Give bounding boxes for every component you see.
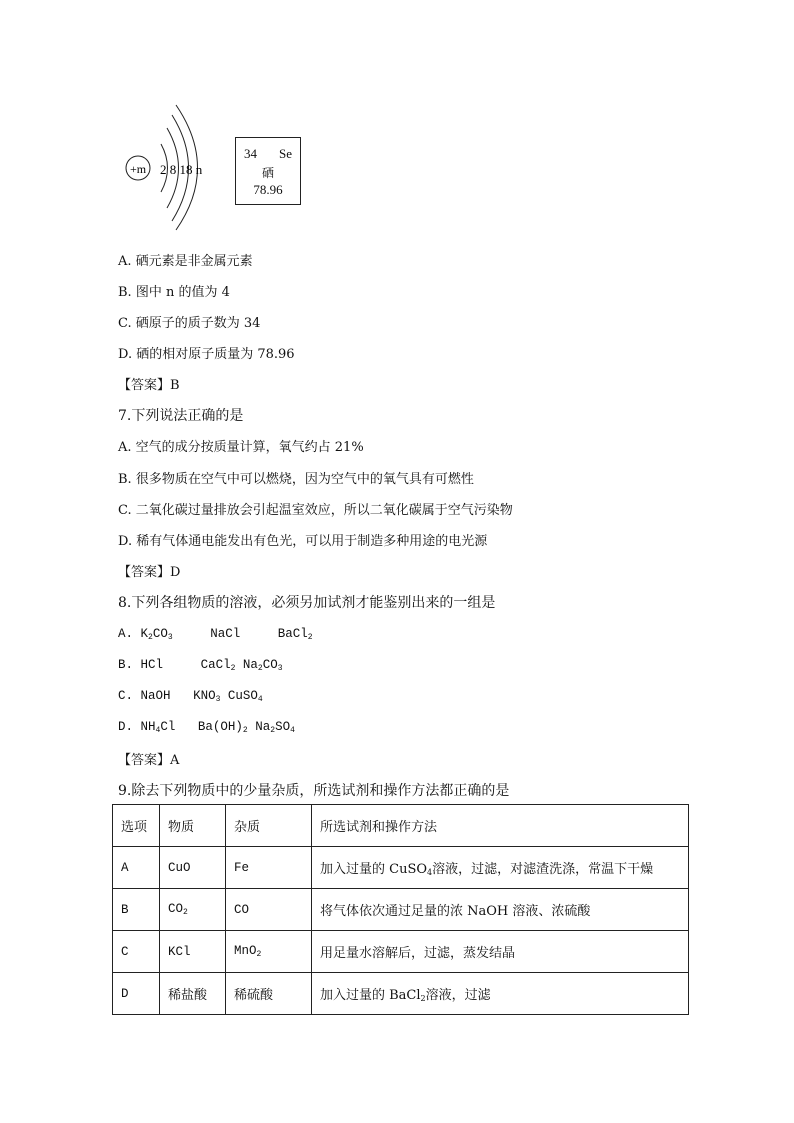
row-substance: KCl [160,931,226,973]
q6-option-c: C. 硒原子的质子数为 34 [118,316,261,331]
q7-option-c: C. 二氧化碳过量排放会引起温室效应，所以二氧化碳属于空气污染物 [118,503,513,518]
row-option: B [113,889,160,931]
table-row [113,847,689,889]
q6-option-b: B. 图中 n 的值为 4 [118,285,230,300]
row-impurity: MnO$_2$ [226,931,312,973]
row-impurity: 稀硫酸 [226,973,312,1015]
table-row [113,889,689,931]
header-method: 所选试剂和操作方法 [312,805,689,847]
header-impurity: 杂质 [226,805,312,847]
q8-question: 8.下列各组物质的溶液，必须另加试剂才能鉴别出来的一组是 [118,595,496,611]
row-method: 加入过量的 CuSO$_4$溶液，过滤，对滤渣洗涤，常温下干燥 [312,847,689,889]
shell-values: 2 8 18 n [160,162,203,177]
row-impurity: Fe [226,847,312,889]
row-substance: CuO [160,847,226,889]
element-name: 硒 [261,166,274,180]
element-card [235,137,301,205]
q7-option-b: B. 很多物质在空气中可以燃烧，因为空气中的氧气具有可燃性 [118,472,474,487]
atomic-number: 34 [244,146,257,161]
q8-option-b: B. HCl CaCl$_2$ $Na_2CO_3$ [118,658,283,673]
row-method: 用足量水溶解后，过滤，蒸发结晶 [312,931,689,973]
header-option: 选项 [113,805,160,847]
element-symbol: Se [279,146,292,161]
q7-question: 7.下列说法正确的是 [118,408,244,424]
row-substance: $CO_2$ [160,889,226,931]
q8-answer: 【答案】A [118,753,180,768]
nucleus-label: +m [129,162,147,176]
atom-structure-diagram [120,100,230,235]
atomic-mass: 78.96 [253,182,283,197]
q8-option-a: A. $K_2CO_3$ NaCl BaCl$_2$ [118,627,313,642]
row-method: 将气体依次通过足量的浓 NaOH 溶液、浓硫酸 [312,889,689,931]
row-impurity: CO [226,889,312,931]
q8-option-c: C. NaOH $KNO_3$ CuSO$_4$ [118,689,263,704]
q6-option-d: D. 硒的相对原子质量为 78.96 [118,347,295,362]
q7-option-d: D. 稀有气体通电能发出有色光，可以用于制造多种用途的电光源 [118,534,488,549]
q9-question: 9.除去下列物质中的少量杂质，所选试剂和操作方法都正确的是 [118,783,510,799]
q7-option-a: A. 空气的成分按质量计算，氧气约占 21% [118,440,364,455]
header-substance: 物质 [160,805,226,847]
row-method: 加入过量的 BaCl$_2$溶液，过滤 [312,973,689,1015]
q9-table [112,804,689,1015]
table-row [113,931,689,973]
q6-answer: 【答案】B [118,378,180,393]
table-row [113,973,689,1015]
row-option: C [113,931,160,973]
table-header-row [113,805,689,847]
q6-option-a: A. 硒元素是非金属元素 [118,254,253,269]
q8-option-d: D. $NH_4Cl$ $Ba(OH)_2$ $Na_2SO_4$ [118,720,295,735]
row-substance: 稀盐酸 [160,973,226,1015]
q7-answer: 【答案】D [118,565,181,580]
row-option: D [113,973,160,1015]
row-option: A [113,847,160,889]
